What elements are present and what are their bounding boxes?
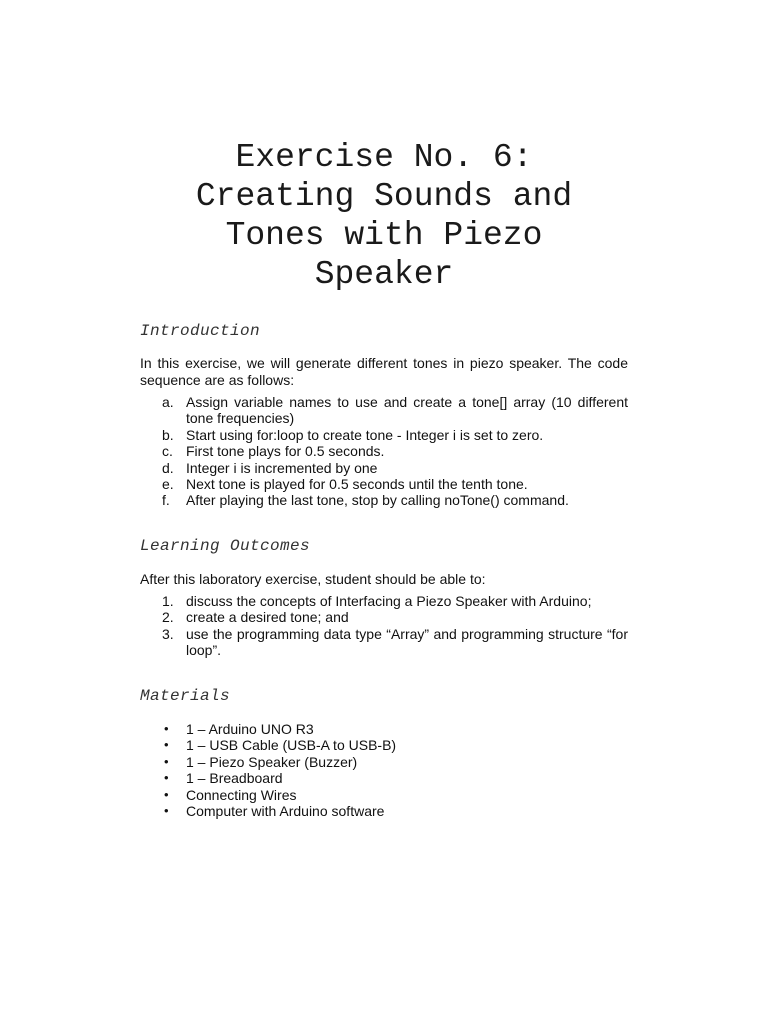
introduction-paragraph: In this exercise, we will generate different tones in piezo speaker. The code sequence are as follows: [140, 355, 628, 388]
list-item-text: After playing the last tone, stop by calling noTone() command. [186, 492, 569, 509]
list-item-text: 1 – Arduino UNO R3 [186, 721, 314, 737]
materials-heading: Materials [140, 687, 231, 705]
list-item [140, 721, 628, 737]
list-item [140, 787, 628, 803]
list-item-text: discuss the concepts of Interfacing a Piezo Speaker with Arduino; [186, 593, 592, 609]
list-item [140, 394, 628, 427]
list-marker: a. [162, 394, 174, 410]
list-item [140, 770, 628, 786]
list-item-text: First tone plays for 0.5 seconds. [186, 443, 385, 460]
list-item [140, 427, 628, 443]
list-item [140, 626, 628, 659]
bullet-icon: • [164, 737, 169, 753]
bullet-icon: • [164, 753, 169, 769]
list-item-text: Computer with Arduino software [186, 803, 385, 820]
bullet-icon: • [164, 770, 169, 786]
code-sequence-list [140, 394, 628, 509]
learning-outcomes-paragraph: After this laboratory exercise, student should be able to: [140, 571, 486, 587]
list-item-text: Next tone is played for 0.5 seconds until the tenth tone. [186, 476, 528, 493]
list-item [140, 754, 628, 770]
exercise-title [140, 138, 628, 294]
bullet-icon: • [164, 721, 169, 736]
list-item [140, 460, 628, 476]
learning-outcomes-list [140, 593, 628, 659]
list-marker: 3. [162, 625, 174, 642]
list-item-text: Assign variable names to use and create a tone[] array (10 different tone frequencies) [186, 394, 628, 427]
title-line-1: Exercise No. 6: [235, 139, 533, 176]
list-item-text: Integer i is incremented by one [186, 459, 378, 476]
introduction-heading: Introduction [140, 322, 261, 340]
title-line-4: Speaker [314, 256, 454, 293]
list-item [140, 737, 628, 753]
title-line-3: Tones with Piezo [225, 217, 543, 254]
learning-outcomes-heading: Learning Outcomes [140, 537, 311, 555]
list-marker: 2. [162, 609, 174, 626]
list-item-text: 1 – USB Cable (USB-A to USB-B) [186, 737, 397, 754]
list-item-text: Start using for:loop to create tone - Integer i is set to zero. [186, 426, 544, 443]
title-line-2: Creating Sounds and [195, 178, 573, 215]
list-item-text: 1 – Piezo Speaker (Buzzer) [186, 753, 358, 770]
list-marker: b. [162, 426, 174, 443]
list-marker: f. [162, 492, 170, 509]
list-item-text: use the programming data type “Array” and programming structure “for loop”. [186, 625, 628, 659]
list-item-text: create a desired tone; and [186, 609, 349, 626]
list-item-text: Connecting Wires [186, 786, 297, 803]
bullet-icon: • [164, 786, 169, 802]
bullet-icon: • [164, 803, 169, 819]
list-item [140, 609, 628, 625]
materials-list [140, 721, 628, 819]
list-item [140, 443, 628, 459]
list-marker: 1. [162, 593, 174, 609]
list-item [140, 803, 628, 819]
list-marker: e. [162, 476, 174, 493]
list-marker: c. [162, 443, 173, 460]
list-item [140, 593, 628, 609]
list-item-text: 1 – Breadboard [186, 770, 283, 787]
list-marker: d. [162, 459, 174, 476]
list-item [140, 476, 628, 492]
list-item [140, 492, 628, 508]
